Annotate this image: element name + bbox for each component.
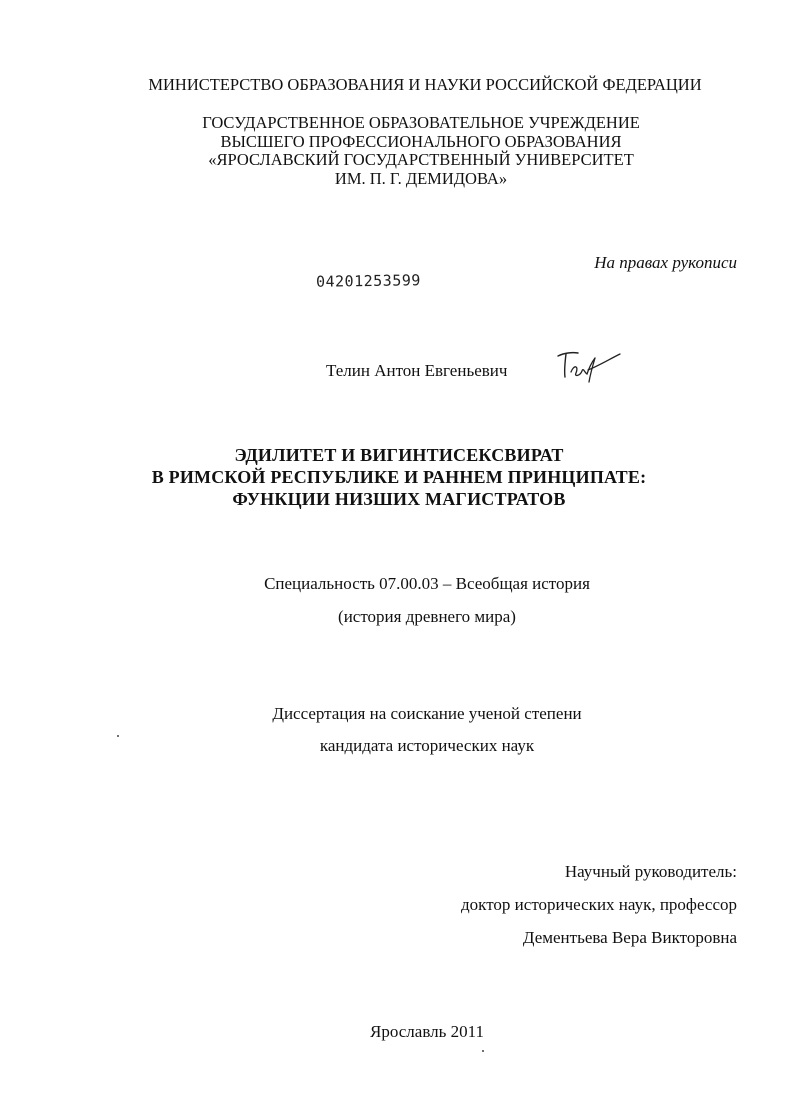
supervisor-label: Научный руководитель: <box>564 862 737 881</box>
institution-line-4: ИМ. П. Г. ДЕМИДОВА» <box>334 169 508 188</box>
institution-line-1: ГОСУДАРСТВЕННОЕ ОБРАЗОВАТЕЛЬНОЕ УЧРЕЖДЕНИЕ <box>202 113 640 132</box>
specialty-line: Специальность 07.00.03 – Всеобщая история <box>264 574 590 593</box>
institution-line-3: «ЯРОСЛАВСКИЙ ГОСУДАРСТВЕННЫЙ УНИВЕРСИТЕТ <box>208 150 634 169</box>
manuscript-note: На правах рукописи <box>594 253 737 272</box>
specialty-subfield: (история древнего мира) <box>338 607 516 626</box>
city-year: Ярославль 2011 <box>370 1022 484 1041</box>
scan-speck <box>482 1050 484 1052</box>
registry-number-stamp: 04201253599 <box>315 271 421 291</box>
supervisor-name: Дементьева Вера Викторовна <box>522 928 737 947</box>
thesis-title-line-3: ФУНКЦИИ НИЗШИХ МАГИСТРАТОВ <box>232 489 566 509</box>
degree-line-2: кандидата исторических наук <box>319 736 535 755</box>
author-signature <box>552 346 624 386</box>
thesis-title-line-1: ЭДИЛИТЕТ И ВИГИНТИСЕКСВИРАТ <box>234 445 564 465</box>
supervisor-credentials: доктор исторических наук, профессор <box>461 895 737 914</box>
scan-speck <box>117 735 119 737</box>
degree-line-1: Диссертация на соискание ученой степени <box>272 704 582 723</box>
ministry-heading: МИНИСТЕРСТВО ОБРАЗОВАНИЯ И НАУКИ РОССИЙСКОЙ ФЕДЕРАЦИИ <box>148 75 702 94</box>
thesis-title-line-2: В РИМСКОЙ РЕСПУБЛИКЕ И РАННЕМ ПРИНЦИПАТЕ: <box>151 467 647 487</box>
institution-line-2: ВЫСШЕГО ПРОФЕССИОНАЛЬНОГО ОБРАЗОВАНИЯ <box>220 132 622 151</box>
author-name: Телин Антон Евгеньевич <box>326 361 508 380</box>
